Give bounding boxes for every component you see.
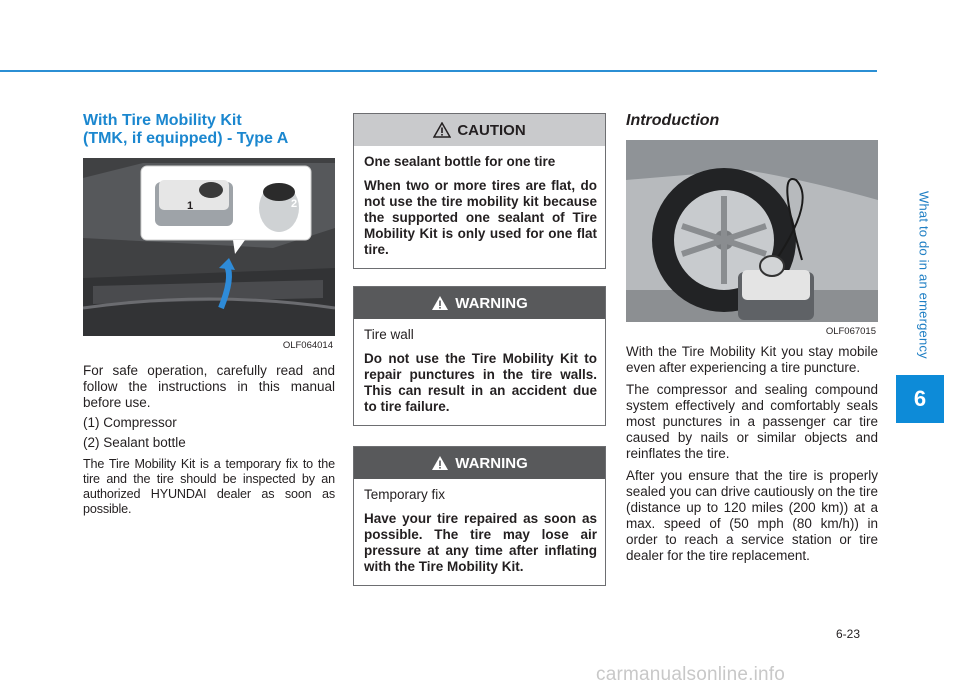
top-divider — [0, 70, 877, 72]
callout-sealant: 2 — [291, 198, 298, 210]
heading-line-1: With Tire Mobility Kit — [83, 112, 242, 129]
caution-header — [354, 114, 605, 146]
intro-paragraph-2: The compressor and sealing compound system effectively and comfortably seals most punctures in a passenger car tire caused by nails or similar objects and reinflates the tire. — [626, 382, 878, 461]
temporary-fix-paragraph: The Tire Mobility Kit is a temporary fix to the tire and the tire should be inspected by an authorized HYUNDAI dealer as soon as possible. — [83, 457, 335, 516]
caution-text: When two or more tires are flat, do not use the tire mobility kit because the supported one sealant of Tire Mobility Kit is only used for one flat tire. — [364, 178, 597, 257]
warning-lead: Temporary fix — [364, 487, 446, 502]
warning-text: Have your tire repaired as soon as possible. The tire may lose air pressure at any time after inflating with the Tire Mobility Kit. — [364, 511, 597, 574]
introduction-heading: Introduction — [626, 112, 720, 129]
image-code: OLF067015 — [825, 326, 876, 337]
warning-triangle-icon — [433, 122, 451, 138]
caution-lead: One sealant bottle for one tire — [364, 154, 556, 169]
trunk-illustration — [83, 158, 335, 354]
caution-title: CAUTION — [457, 121, 526, 139]
callout-compressor: 1 — [187, 200, 194, 212]
tire-kit-photo — [626, 140, 878, 340]
warning-triangle-icon — [431, 295, 449, 311]
warning-lead: Tire wall — [364, 327, 414, 342]
warning-triangle-icon — [431, 455, 449, 471]
warning-box-tire-wall — [353, 286, 606, 426]
trunk-kit-photo — [83, 158, 335, 354]
caution-box — [353, 113, 606, 269]
page-number: 6-23 — [836, 627, 861, 641]
safety-paragraph: For safe operation, carefully read and follow the instructions in this manual before use. — [83, 363, 335, 410]
intro-paragraph-3: After you ensure that the tire is properly sealed you can drive cautiously on the tire (distance up to 120 miles (200 km)) at a max. speed of (50 mph (80 km/h)) in order to reach a service station or tire dealer for the tire replacement. — [626, 468, 878, 563]
chapter-number-badge: 6 — [896, 375, 944, 423]
list-item-compressor: (1) Compressor — [83, 415, 177, 430]
warning-header — [354, 287, 605, 319]
warning-header — [354, 447, 605, 479]
section-title-vertical: What to do in an emergency — [916, 191, 932, 359]
heading-line-2: (TMK, if equipped) - Type A — [83, 130, 289, 147]
intro-paragraph-1: With the Tire Mobility Kit you stay mobile even after experiencing a tire puncture. — [626, 344, 878, 375]
image-code: OLF064014 — [282, 340, 333, 351]
tire-illustration — [626, 140, 878, 340]
column-tmk — [83, 112, 335, 517]
warning-title: WARNING — [455, 294, 528, 312]
warning-text: Do not use the Tire Mobility Kit to repair punctures in the tire walls. This can result in an accident due to tire failure. — [364, 351, 597, 414]
section-heading — [83, 112, 335, 148]
warning-box-temporary-fix — [353, 446, 606, 586]
list-item-sealant: (2) Sealant bottle — [83, 435, 186, 450]
column-introduction — [626, 112, 878, 564]
warning-title: WARNING — [455, 454, 528, 472]
watermark: carmanualsonline.info — [596, 664, 786, 685]
